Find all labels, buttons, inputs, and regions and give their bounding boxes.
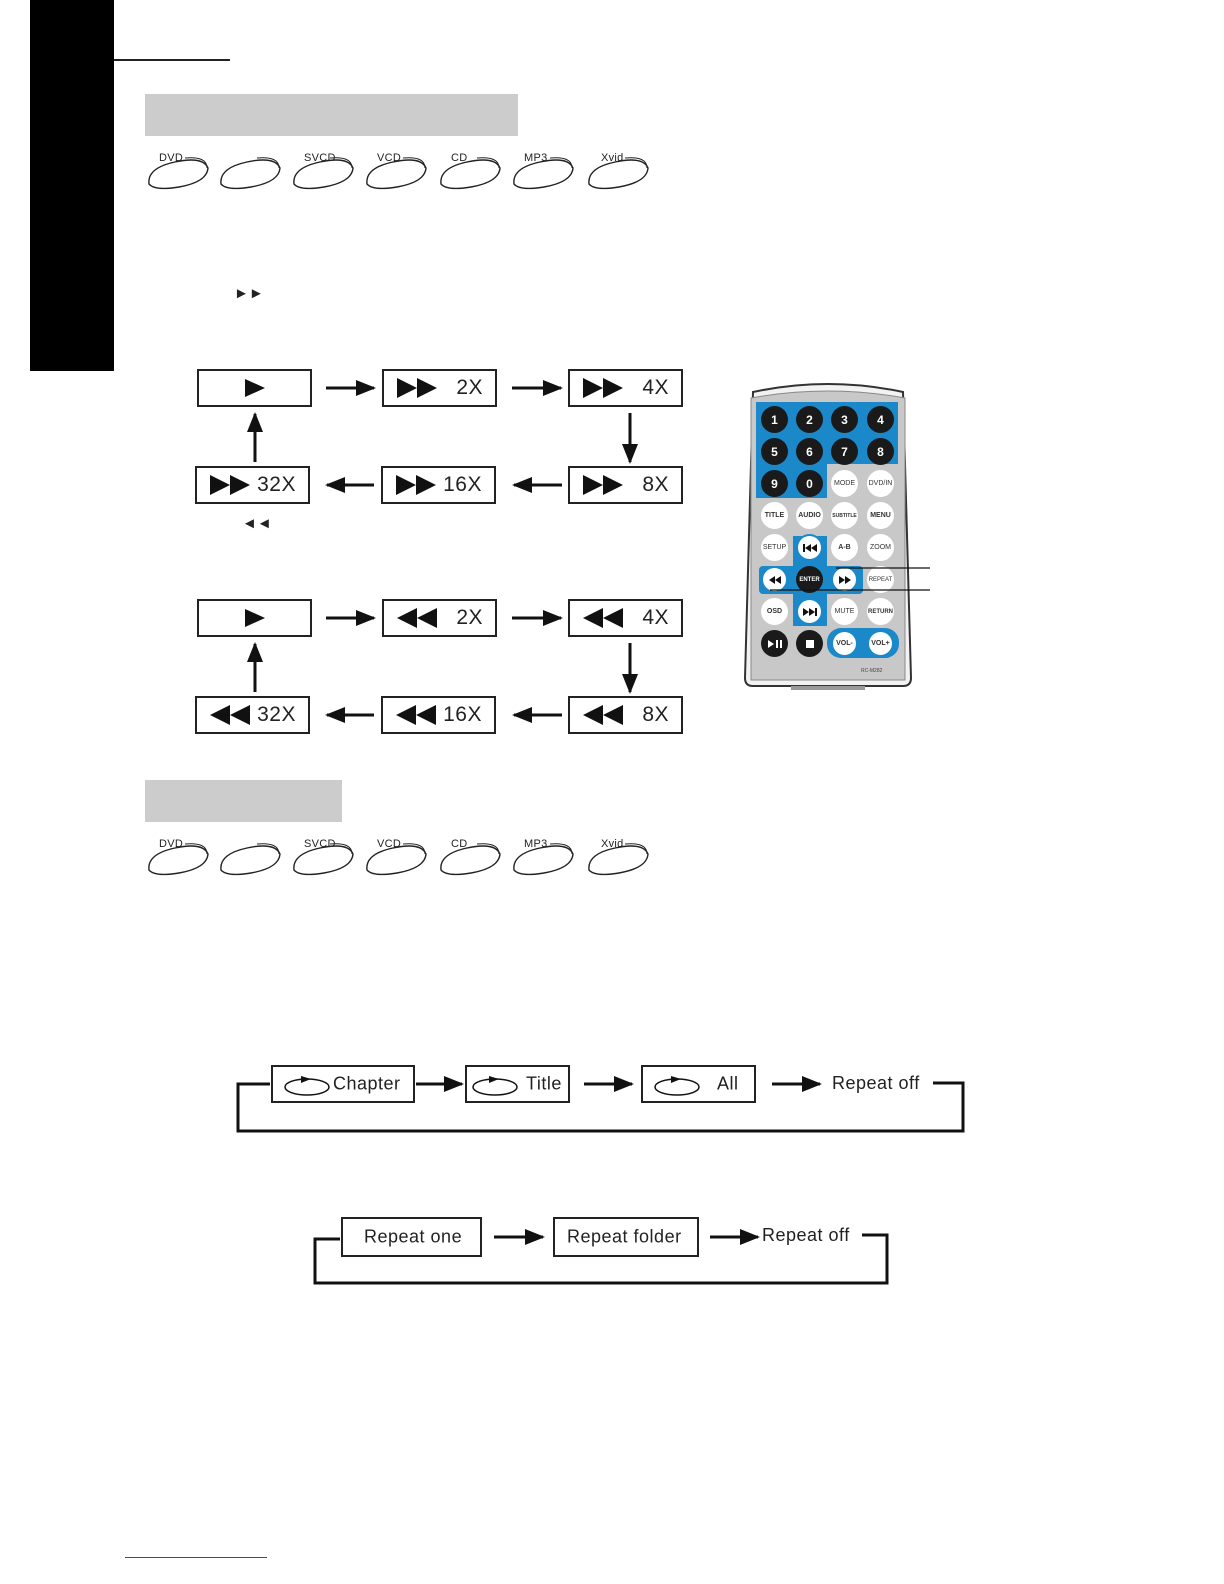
disc-format-label: Xvid [601,152,624,164]
remote-key-zoom: ZOOM [867,534,894,561]
fast-forward-icon: ►► [234,285,264,302]
remote-key-audio: AUDIO [796,502,823,529]
remote-key-mode: MODE [831,470,858,497]
speed-label: 8X [642,703,669,726]
repeat-label: Title [526,1073,562,1094]
repeat-off-label: Repeat off [832,1073,920,1093]
disc-format-label: MP3 [524,838,548,850]
remote-key-7: 7 [831,438,858,465]
remote-key-3: 3 [831,406,858,433]
speed-label: 32X [257,703,296,726]
disc-format-label: VCD [377,152,402,164]
remote-key-vol-up: VOL+ [867,630,894,657]
remote-key-title: TITLE [761,502,788,529]
disc-format-label: SVCD [304,838,336,850]
remote-key-2: 2 [796,406,823,433]
remote-key-repeat: REPEAT [867,566,894,593]
remote-key-0: 0 [796,470,823,497]
remote-key-1: 1 [761,406,788,433]
fast-reverse-icon: ◄◄ [242,515,272,532]
repeat-label: All [717,1073,739,1094]
repeat-label: Repeat one [364,1226,463,1247]
repeat-label: Chapter [333,1073,401,1094]
disc-format-label: SVCD [304,152,336,164]
speed-label: 8X [642,473,669,496]
remote-key-dvdin: DVD/IN [867,470,894,497]
disc-format-label: VCD [377,838,402,850]
speed-label: 2X [456,376,483,399]
remote-key-4: 4 [867,406,894,433]
speed-label: 4X [642,606,669,629]
remote-key-return: RETURN [867,598,894,625]
repeat-label: Repeat folder [567,1226,682,1247]
disc-format-label: MP3 [524,152,548,164]
remote-key-6: 6 [796,438,823,465]
speed-label: 16X [443,703,482,726]
remote-key-ab: A-B [831,534,858,561]
remote-key-5: 5 [761,438,788,465]
remote-key-osd: OSD [761,598,788,625]
remote-key-vol-down: VOL- [831,630,858,657]
remote-key-setup: SETUP [761,534,788,561]
speed-label: 32X [257,473,296,496]
disc-format-label: CD [451,152,468,164]
disc-format-label: DVD [159,152,184,164]
remote-key-8: 8 [867,438,894,465]
disc-format-label: Xvid [601,838,624,850]
repeat-off-label: Repeat off [762,1225,850,1245]
speed-label: 16X [443,473,482,496]
remote-key-enter: ENTER [796,566,823,593]
remote-key-9: 9 [761,470,788,497]
speed-label: 2X [456,606,483,629]
disc-format-label: DVD [159,838,184,850]
speed-label: 4X [642,376,669,399]
remote-key-subtitle: SUBTITLE [831,502,858,529]
remote-key-mute: MUTE [831,598,858,625]
remote-key-menu: MENU [867,502,894,529]
disc-format-label: CD [451,838,468,850]
remote-model-label: RC-M282 [861,668,883,674]
footer-rule [125,1557,267,1558]
